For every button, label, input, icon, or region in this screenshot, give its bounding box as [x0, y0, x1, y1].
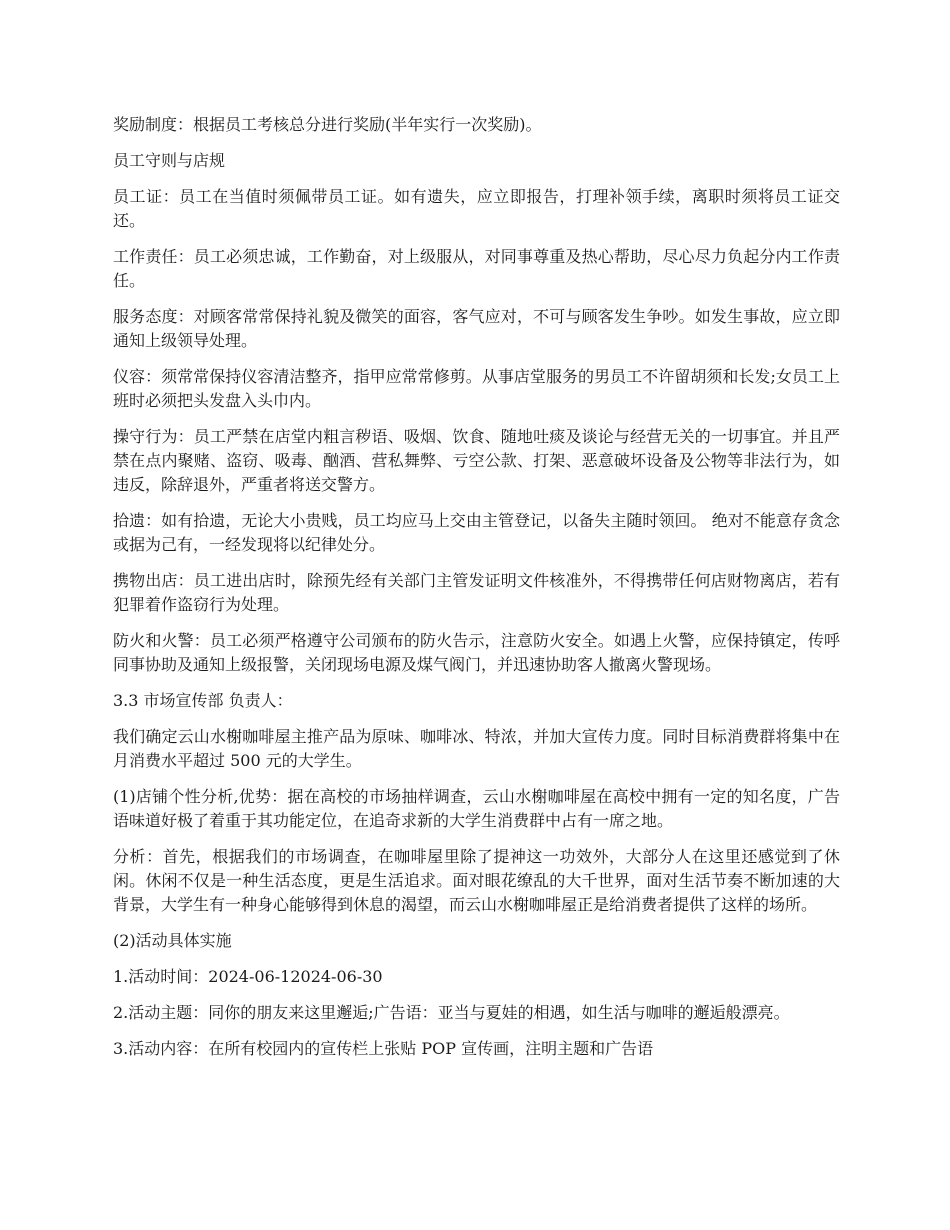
- section-heading-rules: 员工守则与店规: [113, 151, 226, 170]
- paragraph-main-products: 我们确定云山水榭咖啡屋主推产品为原味、咖啡冰、特浓，并加大宣传力度。同时目标消费群将集中在月消费水平超过 500 元的大学生。: [113, 727, 840, 770]
- paragraph-employee-badge: 员工证：员工在当值时须佩带员工证。如有遗失，应立即报告，打理补领手续，离职时须将员工证交还。: [113, 187, 840, 230]
- paragraph-analysis: 分析：首先，根据我们的市场调查，在咖啡屋里除了提神这一功效外，大部分人在这里还感觉到了休闲。休闲不仅是一种生活态度，更是生活追求。面对眼花缭乱的大千世界，面对生活节奏不断加速的大背景，大学生有一种身心能够得到休息的渴望，而云山水榭咖啡屋正是给消费者提供了这样的场所。: [113, 847, 840, 914]
- paragraph-conduct: 操守行为：员工严禁在店堂内粗言秽语、吸烟、饮食、随地吐痰及谈论与经营无关的一切事宜。并且严禁在点内聚赌、盗窃、吸毒、酗酒、营私舞弊、亏空公款、打架、恶意破坏设备及公物等非法行为，如违反，除辞退外，严重者将送交警方。: [113, 427, 840, 494]
- paragraph-work-responsibility: 工作责任：员工必须忠诚，工作勤奋，对上级服从，对同事尊重及热心帮助，尽心尽力负起分内工作责任。: [113, 247, 840, 290]
- paragraph-carrying-items: 携物出店：员工进出店时，除预先经有关部门主管发证明文件核准外，不得携带任何店财物离店，若有犯罪着作盗窃行为处理。: [113, 571, 840, 614]
- section-heading-activity: (2)活动具体实施: [113, 931, 232, 950]
- paragraph-service-attitude: 服务态度：对顾客常常保持礼貌及微笑的面容，客气应对，不可与顾客发生争吵。如发生事故，应立即通知上级领导处理。: [113, 307, 840, 350]
- paragraph-activity-content: 3.活动内容：在所有校园内的宣传栏上张贴 POP 宣传画，注明主题和广告语: [113, 1039, 654, 1058]
- paragraph-lost-and-found: 拾遗：如有拾遗，无论大小贵贱，员工均应马上交由主管登记，以备失主随时领回。 绝对不能意存贪念或据为己有，一经发现将以纪律处分。: [113, 511, 840, 554]
- section-heading-marketing: 3.3 市场宣传部 负责人：: [113, 691, 293, 710]
- paragraph-activity-theme: 2.活动主题：同你的朋友来这里邂逅;广告语：亚当与夏娃的相遇，如生活与咖啡的邂逅般漂亮。: [113, 1003, 790, 1022]
- paragraph-fire-safety: 防火和火警：员工必须严格遵守公司颁布的防火告示，注意防火安全。如遇上火警，应保持镇定，传呼同事协助及通知上级报警，关闭现场电源及煤气阀门，并迅速协助客人撤离火警现场。: [113, 631, 840, 674]
- paragraph-appearance: 仪容：须常常保持仪容清洁整齐，指甲应常常修剪。从事店堂服务的男员工不许留胡须和长发;女员工上班时必须把头发盘入头巾内。: [113, 367, 840, 410]
- paragraph-activity-time: 1.活动时间：2024-06-12024-06-30: [113, 967, 383, 986]
- document-body: [113, 113, 840, 1073]
- paragraph-reward-system: 奖励制度：根据员工考核总分进行奖励(半年实行一次奖励)。: [113, 115, 542, 134]
- paragraph-store-analysis: (1)店铺个性分析,优势：据在高校的市场抽样调查，云山水榭咖啡屋在高校中拥有一定的知名度，广告语味道好极了着重于其功能定位，在追奇求新的大学生消费群中占有一席之地。: [113, 787, 840, 830]
